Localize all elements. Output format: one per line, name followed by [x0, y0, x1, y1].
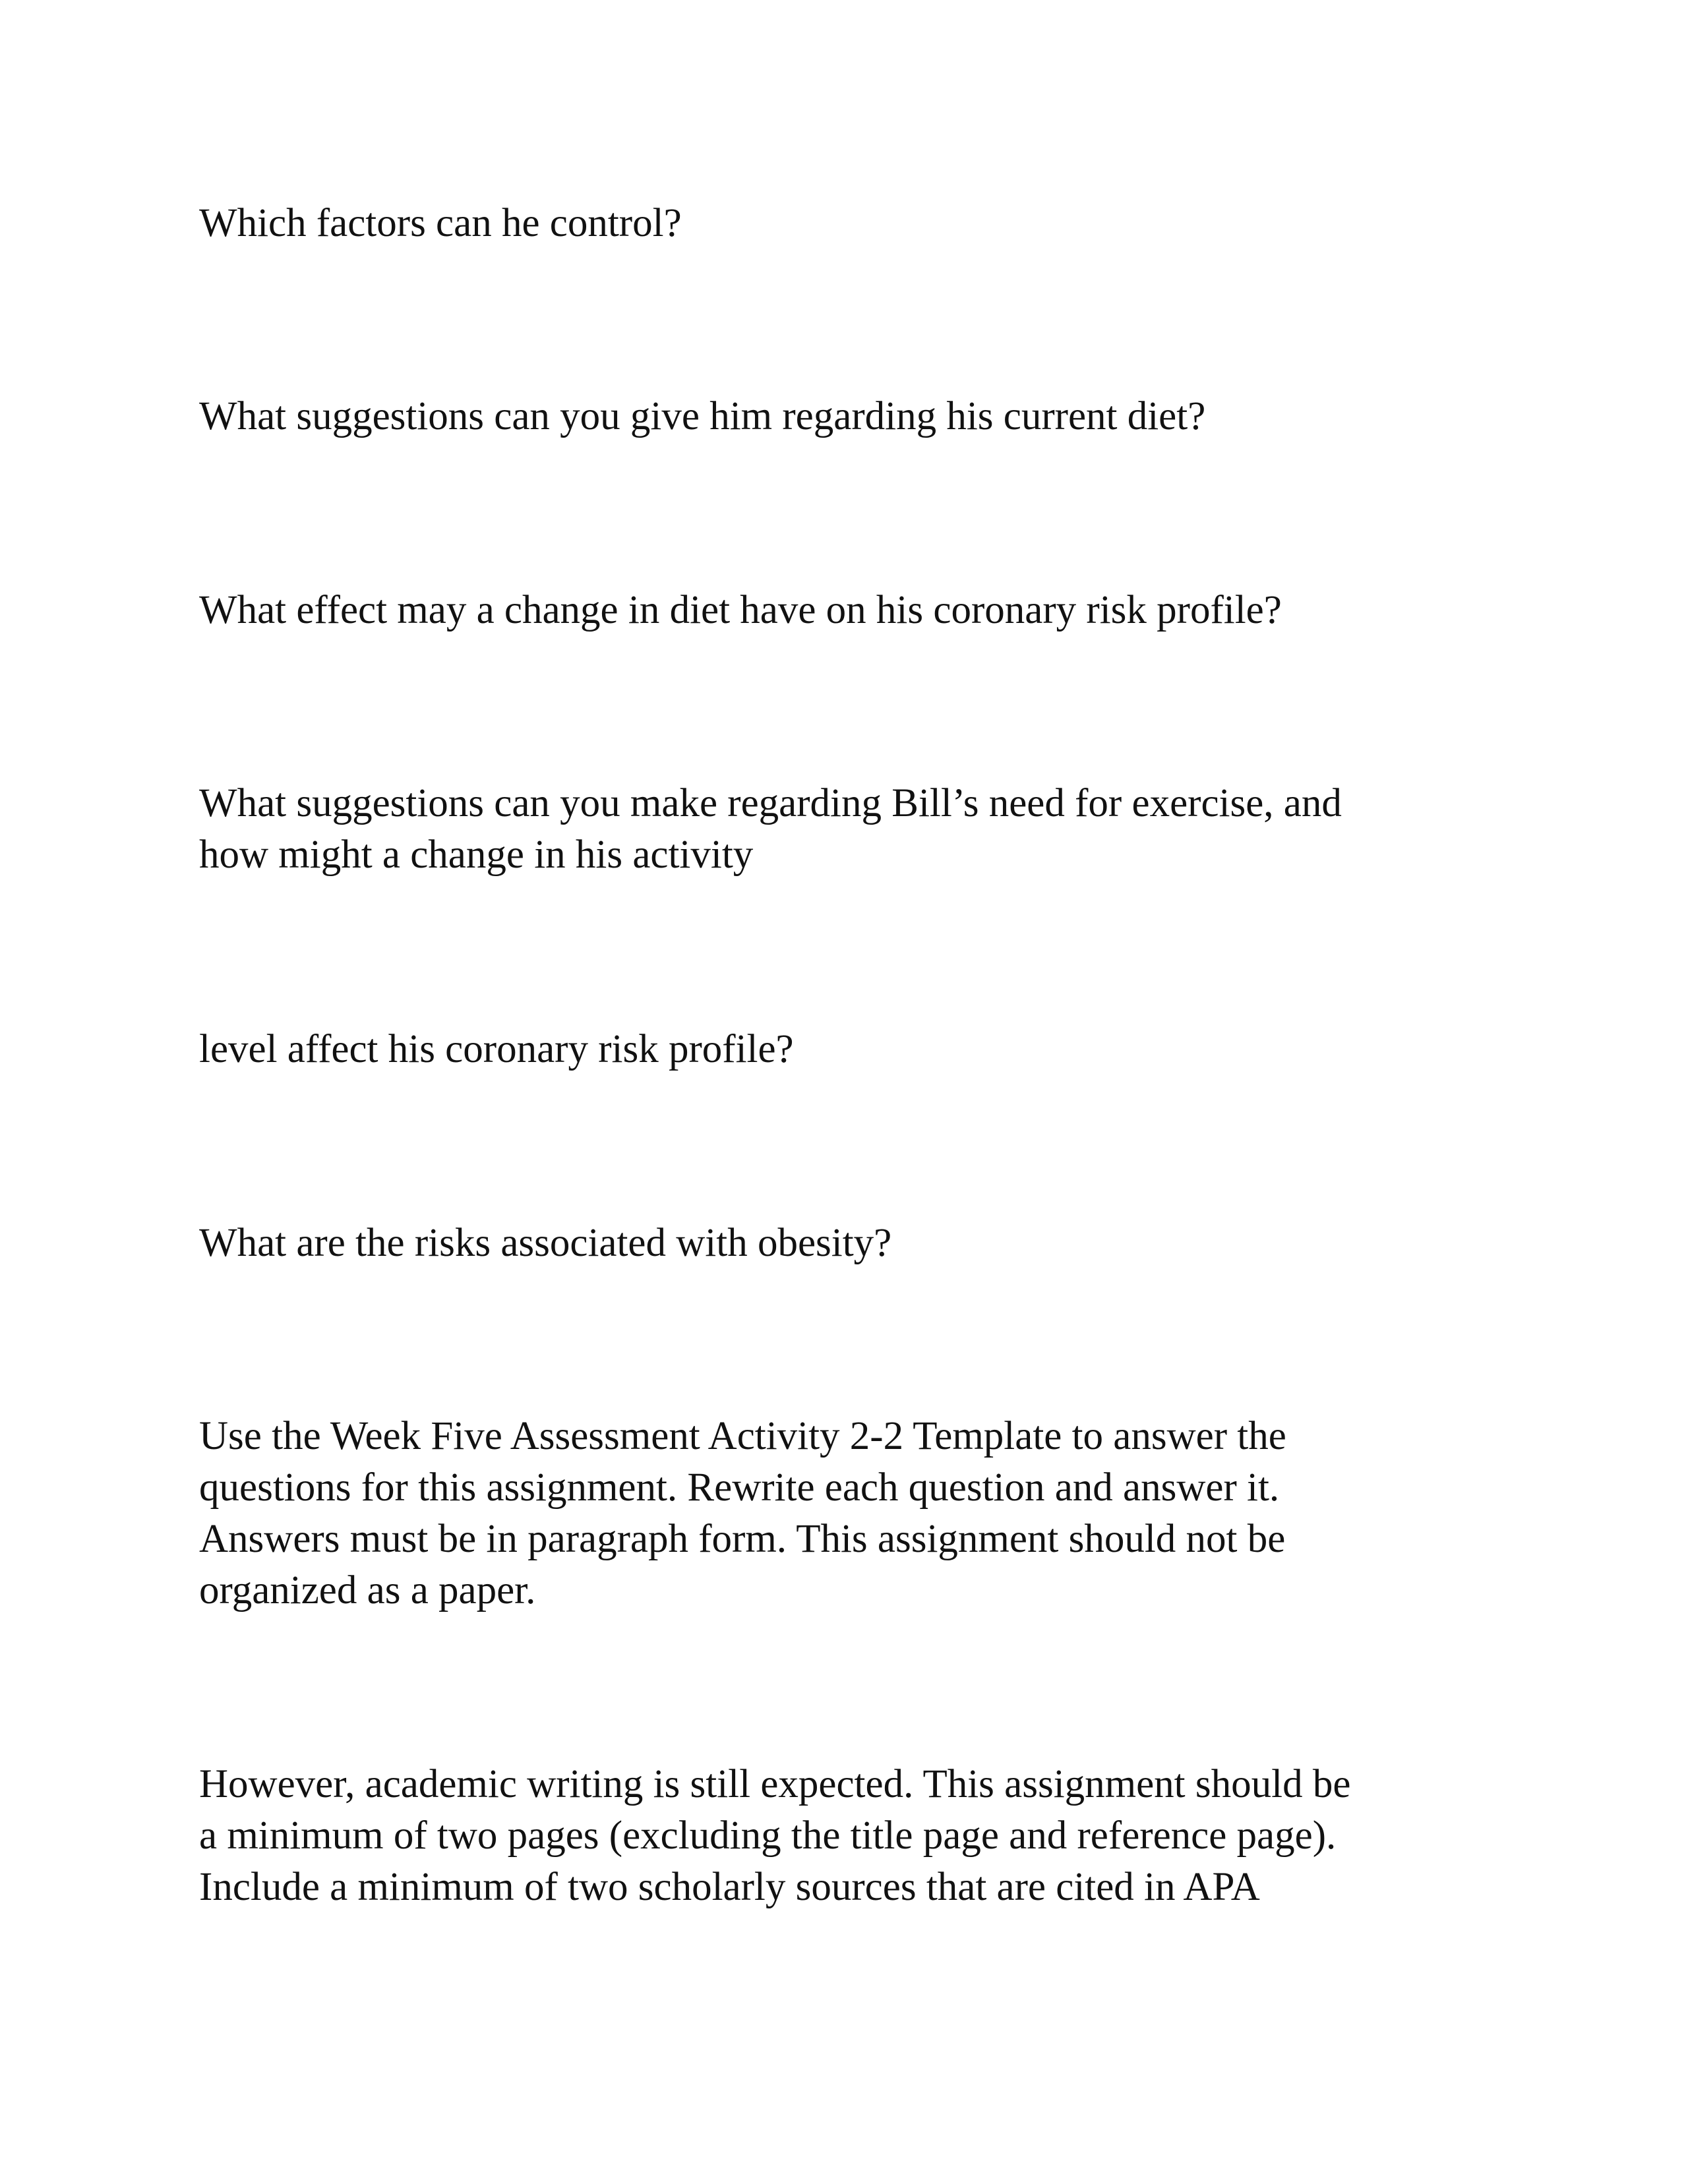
question-exercise-suggestions: What suggestions can you make regarding Bill’s need for exercise, and how might a change in his activity — [199, 781, 1342, 877]
question-diet-suggestions: What suggestions can you give him regarding his current diet? — [199, 394, 1206, 438]
question-obesity-risks: What are the risks associated with obesity? — [199, 1221, 892, 1265]
instructions-template: Use the Week Five Assessment Activity 2-2 Template to answer the questions for this assignment. Rewrite each question and answer it. Answers must be in paragraph form. This assignment should not be organized as a paper. — [199, 1414, 1286, 1612]
question-diet-effect: What effect may a change in diet have on his coronary risk profile? — [199, 588, 1282, 632]
question-controllable-factors: Which factors can he control? — [199, 201, 682, 245]
question-exercise-continuation: level affect his coronary risk profile? — [199, 1027, 794, 1071]
instructions-requirements: However, academic writing is still expected. This assignment should be a minimum of two pages (excluding the title page and reference page). Include a minimum of two scholarly sources that are cited in APA — [199, 1762, 1351, 1909]
